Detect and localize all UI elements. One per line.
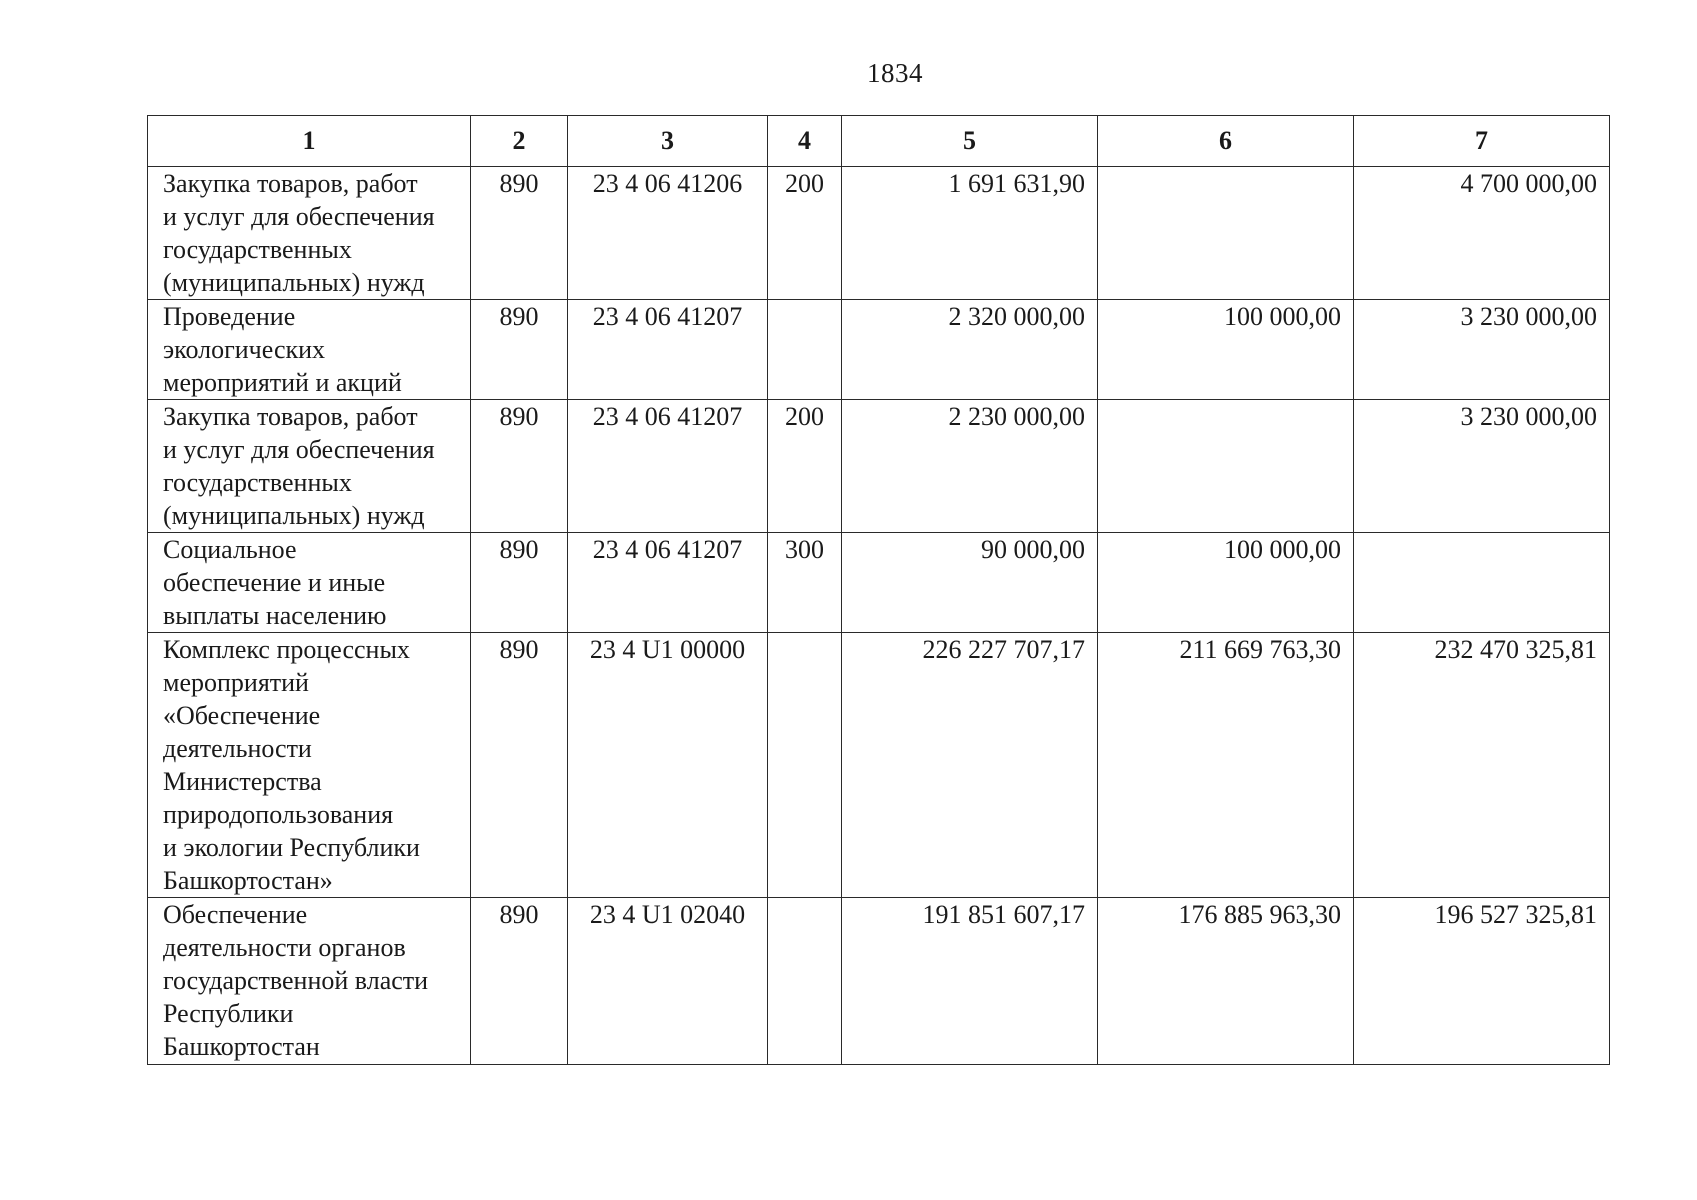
table-row [148, 400, 1610, 533]
row-name-line: обеспечение и иные [163, 568, 386, 597]
target-article-cell: 23 4 06 41207 [568, 300, 768, 400]
amount-col6-cell: 211 669 763,30 [1098, 633, 1354, 898]
amount-col7-cell: 4 700 000,00 [1354, 167, 1610, 300]
row-name-line: (муниципальных) нужд [163, 268, 425, 297]
amount-col7-cell: 3 230 000,00 [1354, 300, 1610, 400]
target-article-cell: 23 4 06 41206 [568, 167, 768, 300]
amount-col6-cell: 176 885 963,30 [1098, 898, 1354, 1065]
row-name-line: деятельности органов [163, 933, 406, 962]
amount-col7-cell: 3 230 000,00 [1354, 400, 1610, 533]
table-row [148, 300, 1610, 400]
header-row [148, 116, 1610, 167]
row-name-line: государственных [163, 468, 352, 497]
column-header-2: 2 [471, 116, 568, 167]
row-name-line: и услуг для обеспечения [163, 435, 435, 464]
row-name-line: «Обеспечение [163, 701, 321, 730]
ministry-code-cell: 890 [471, 300, 568, 400]
row-name-line: деятельности [163, 734, 312, 763]
row-name-line: мероприятий и акций [163, 368, 402, 397]
row-name-cell [148, 400, 471, 533]
row-name-line: Министерства [163, 767, 322, 796]
expense-type-cell: 300 [768, 533, 842, 633]
row-name-line: Закупка товаров, работ [163, 169, 418, 198]
expense-type-cell: 200 [768, 400, 842, 533]
table-row [148, 898, 1610, 1065]
ministry-code-cell: 890 [471, 400, 568, 533]
table-row [148, 533, 1610, 633]
row-name-cell [148, 533, 471, 633]
row-name-line: Закупка товаров, работ [163, 402, 418, 431]
ministry-code-cell: 890 [471, 533, 568, 633]
row-name-line: (муниципальных) нужд [163, 501, 425, 530]
amount-col5-cell: 2 230 000,00 [842, 400, 1098, 533]
target-article-cell: 23 4 U1 00000 [568, 633, 768, 898]
row-name-line: Проведение [163, 302, 296, 331]
row-name-line: мероприятий [163, 668, 309, 697]
amount-col6-cell [1098, 167, 1354, 300]
amount-col7-cell [1354, 533, 1610, 633]
row-name-line: и услуг для обеспечения [163, 202, 435, 231]
expense-type-cell: 200 [768, 167, 842, 300]
column-header-5: 5 [842, 116, 1098, 167]
amount-col6-cell: 100 000,00 [1098, 300, 1354, 400]
row-name-line: Республики [163, 999, 294, 1028]
amount-col5-cell: 191 851 607,17 [842, 898, 1098, 1065]
row-name-line: государственных [163, 235, 352, 264]
budget-table [147, 115, 1610, 1065]
row-name-line: и экологии Республики [163, 833, 420, 862]
row-name-line: выплаты населению [163, 601, 387, 630]
row-name-cell [148, 300, 471, 400]
amount-col5-cell: 226 227 707,17 [842, 633, 1098, 898]
column-header-6: 6 [1098, 116, 1354, 167]
ministry-code-cell: 890 [471, 167, 568, 300]
table-row [148, 167, 1610, 300]
row-name-line: государственной власти [163, 966, 429, 995]
row-name-cell [148, 633, 471, 898]
expense-type-cell [768, 300, 842, 400]
amount-col7-cell: 196 527 325,81 [1354, 898, 1610, 1065]
amount-col5-cell: 90 000,00 [842, 533, 1098, 633]
table-row [148, 633, 1610, 898]
expense-type-cell [768, 633, 842, 898]
row-name-line: Башкортостан [163, 1032, 320, 1061]
column-header-4: 4 [768, 116, 842, 167]
target-article-cell: 23 4 06 41207 [568, 533, 768, 633]
amount-col6-cell: 100 000,00 [1098, 533, 1354, 633]
target-article-cell: 23 4 06 41207 [568, 400, 768, 533]
row-name-line: Социальное [163, 535, 297, 564]
column-header-1: 1 [148, 116, 471, 167]
ministry-code-cell: 890 [471, 898, 568, 1065]
row-name-line: Обеспечение [163, 900, 308, 929]
row-name-line: экологических [163, 335, 326, 364]
expense-type-cell [768, 898, 842, 1065]
target-article-cell: 23 4 U1 02040 [568, 898, 768, 1065]
ministry-code-cell: 890 [471, 633, 568, 898]
row-name-cell [148, 167, 471, 300]
amount-col5-cell: 1 691 631,90 [842, 167, 1098, 300]
amount-col5-cell: 2 320 000,00 [842, 300, 1098, 400]
row-name-line: природопользования [163, 800, 394, 829]
page-number: 1834 [867, 58, 923, 88]
column-header-3: 3 [568, 116, 768, 167]
row-name-line: Комплекс процессных [163, 635, 410, 664]
amount-col6-cell [1098, 400, 1354, 533]
row-name-line: Башкортостан» [163, 866, 333, 895]
row-name-cell [148, 898, 471, 1065]
column-header-7: 7 [1354, 116, 1610, 167]
amount-col7-cell: 232 470 325,81 [1354, 633, 1610, 898]
